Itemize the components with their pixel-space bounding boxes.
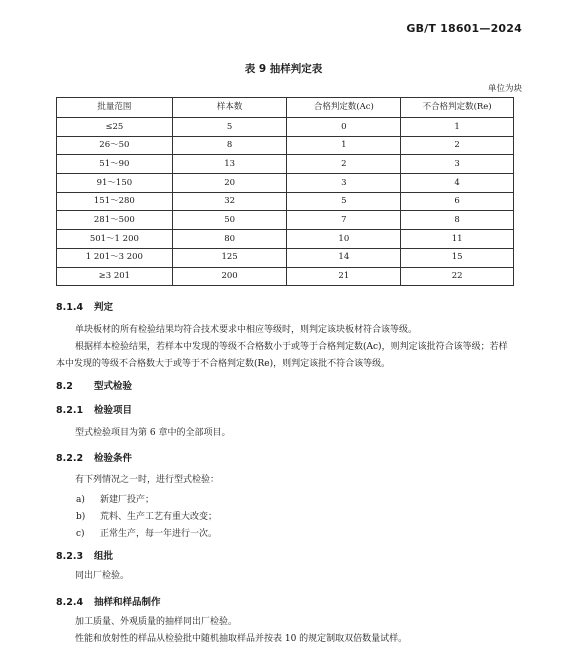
section-heading-8-2-2 bbox=[56, 450, 132, 464]
paragraph: 性能和放射性的样品从检验批中随机抽取样品并按表 10 的规定制取双倍数量试样。 bbox=[75, 634, 408, 644]
section-heading-8-2-4 bbox=[56, 594, 161, 608]
table-cell: 80 bbox=[172, 230, 287, 249]
table-row bbox=[57, 211, 514, 230]
column-header: 批量范围 bbox=[57, 98, 173, 118]
section-number: 8.2 bbox=[56, 381, 73, 392]
table-cell: 7 bbox=[287, 211, 401, 230]
table-cell: 1 201～3 200 bbox=[57, 248, 173, 267]
section-heading-8-2-1 bbox=[56, 402, 132, 416]
paragraph: 加工质量、外观质量的抽样同出厂检验。 bbox=[75, 617, 238, 627]
section-title: 组批 bbox=[94, 551, 114, 562]
column-header: 合格判定数(Ac) bbox=[287, 98, 401, 118]
table-cell: 13 bbox=[172, 155, 287, 174]
list-text: 正常生产，每一年进行一次。 bbox=[100, 529, 218, 539]
table-cell: 501～1 200 bbox=[57, 230, 173, 249]
list-item bbox=[76, 509, 217, 522]
list-item bbox=[76, 526, 217, 539]
list-text: 荒料、生产工艺有重大改变； bbox=[100, 512, 218, 522]
section-number: 8.2.4 bbox=[56, 597, 84, 608]
table-cell: 3 bbox=[401, 155, 514, 174]
section-title: 型式检验 bbox=[94, 381, 133, 392]
table-cell: 20 bbox=[172, 174, 287, 193]
table-row bbox=[57, 136, 514, 155]
table-row bbox=[57, 118, 514, 137]
section-title: 判定 bbox=[94, 302, 114, 313]
section-number: 8.1.4 bbox=[56, 302, 84, 313]
section-heading-8-2-3 bbox=[56, 548, 113, 562]
section-heading-8-2 bbox=[56, 378, 132, 392]
table-row bbox=[57, 267, 514, 286]
table-cell: 22 bbox=[401, 267, 514, 286]
table-cell: ≤25 bbox=[57, 118, 173, 137]
table-cell: 15 bbox=[401, 248, 514, 267]
table-row bbox=[57, 174, 514, 193]
table-cell: 8 bbox=[401, 211, 514, 230]
paragraph: 有下列情况之一时，进行型式检验： bbox=[75, 475, 220, 485]
section-title: 检验条件 bbox=[94, 453, 133, 464]
table-cell: 2 bbox=[401, 136, 514, 155]
table-header-row bbox=[57, 98, 514, 118]
list-text: 新建厂投产； bbox=[100, 495, 155, 505]
paragraph: 单块板材的所有检验结果均符合技术要求中相应等级时，则判定该块板材符合该等级。 bbox=[75, 325, 418, 335]
standard-code: GB/T 18601—2024 bbox=[406, 22, 522, 35]
table-cell: 3 bbox=[287, 174, 401, 193]
table-cell: 21 bbox=[287, 267, 401, 286]
table-cell: 1 bbox=[401, 118, 514, 137]
section-number: 8.2.1 bbox=[56, 405, 84, 416]
table-cell: 8 bbox=[172, 136, 287, 155]
table-cell: 91～150 bbox=[57, 174, 173, 193]
table-row bbox=[57, 230, 514, 249]
table-cell: 281～500 bbox=[57, 211, 173, 230]
column-header: 样本数 bbox=[172, 98, 287, 118]
table-cell: 26～50 bbox=[57, 136, 173, 155]
section-number: 8.2.3 bbox=[56, 551, 84, 562]
table-cell: 125 bbox=[172, 248, 287, 267]
table-cell: 6 bbox=[401, 192, 514, 211]
section-title: 抽样和样品制作 bbox=[94, 597, 161, 608]
list-item bbox=[76, 492, 154, 505]
column-header: 不合格判定数(Re) bbox=[401, 98, 514, 118]
table-cell: 4 bbox=[401, 174, 514, 193]
paragraph: 根据样本检验结果，若样本中发现的等级不合格数小于或等于合格判定数(Ac)，则判定该批符合该等级；若样本中发现的等级不合格数大于或等于不合格判定数(Re)，则判定该批不符合该等级。 bbox=[56, 342, 508, 369]
paragraph: 同出厂检验。 bbox=[75, 571, 130, 581]
table-cell: 0 bbox=[287, 118, 401, 137]
table-cell: 11 bbox=[401, 230, 514, 249]
list-marker: b) bbox=[76, 512, 86, 522]
table-cell: ≥3 201 bbox=[57, 267, 173, 286]
paragraph: 型式检验项目为第 6 章中的全部项目。 bbox=[75, 428, 231, 438]
table-cell: 5 bbox=[287, 192, 401, 211]
list-marker: c) bbox=[76, 529, 85, 539]
list-marker: a) bbox=[76, 495, 85, 505]
table-cell: 50 bbox=[172, 211, 287, 230]
section-title: 检验项目 bbox=[94, 405, 133, 416]
table-cell: 2 bbox=[287, 155, 401, 174]
table-row bbox=[57, 248, 514, 267]
table-cell: 151～280 bbox=[57, 192, 173, 211]
table-title: 表 9 抽样判定表 bbox=[244, 63, 323, 75]
section-number: 8.2.2 bbox=[56, 453, 84, 464]
table-cell: 14 bbox=[287, 248, 401, 267]
section-heading-8-1-4 bbox=[56, 299, 113, 313]
table-cell: 5 bbox=[172, 118, 287, 137]
table-row bbox=[57, 192, 514, 211]
table-cell: 1 bbox=[287, 136, 401, 155]
table-unit: 单位为块 bbox=[487, 84, 522, 94]
table-cell: 32 bbox=[172, 192, 287, 211]
table-cell: 200 bbox=[172, 267, 287, 286]
table-row bbox=[57, 155, 514, 174]
sampling-table bbox=[56, 97, 514, 286]
table-cell: 51～90 bbox=[57, 155, 173, 174]
table-cell: 10 bbox=[287, 230, 401, 249]
